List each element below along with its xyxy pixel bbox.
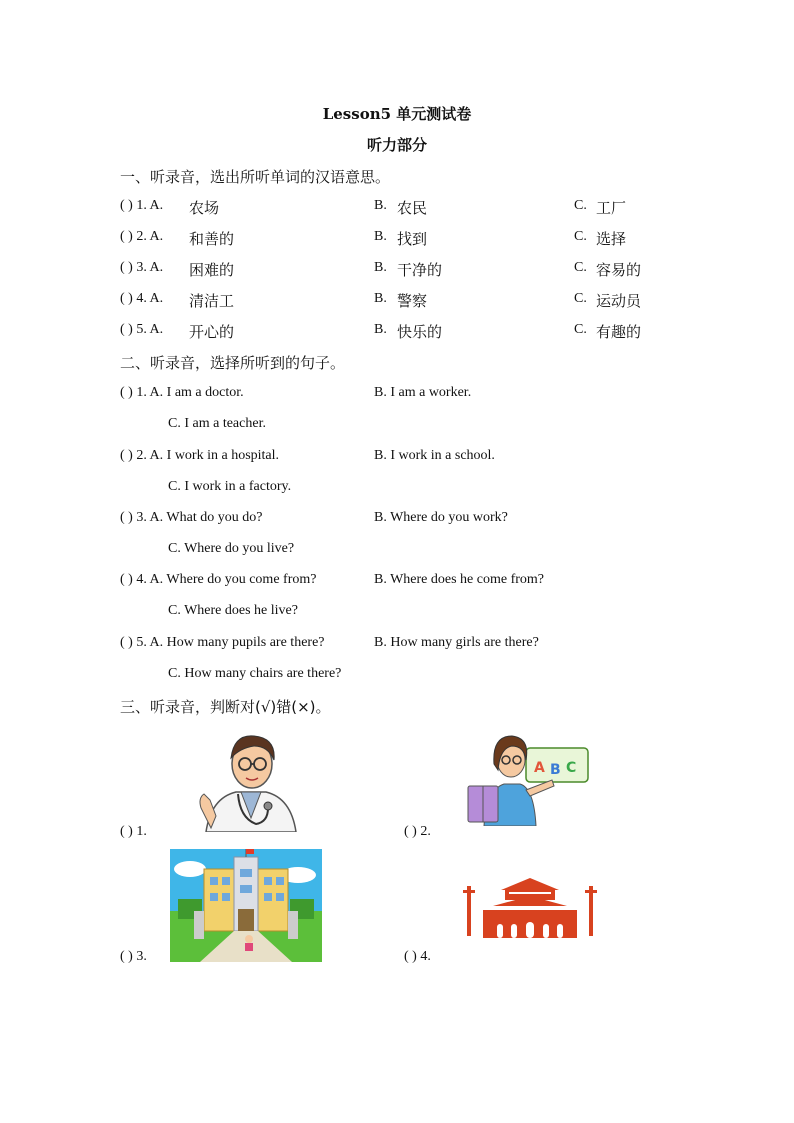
option-b-label: B. xyxy=(374,229,387,244)
option-c: 有趣的 xyxy=(596,323,642,341)
option-b: 找到 xyxy=(397,230,428,248)
part2-option-a: ( ) 1. A. I am a doctor. xyxy=(120,385,244,400)
option-b: 干净的 xyxy=(397,261,443,279)
option-c-label: C. xyxy=(574,229,587,244)
building-illustration xyxy=(170,849,322,962)
option-c: 工厂 xyxy=(596,199,627,217)
option-a: 和善的 xyxy=(189,230,235,248)
doctor-illustration xyxy=(196,728,301,832)
part2-option-c: C. How many chairs are there? xyxy=(168,666,342,681)
option-c: 容易的 xyxy=(596,261,642,279)
item-number: ( ) 2. A. xyxy=(120,229,164,244)
option-c-label: C. xyxy=(574,260,587,275)
option-a: 开心的 xyxy=(189,323,235,341)
option-a: 农场 xyxy=(189,199,220,217)
part2-option-c: C. Where do you live? xyxy=(168,541,295,556)
part2-option-a: ( ) 5. A. How many pupils are there? xyxy=(120,635,325,650)
board-letter-a: A xyxy=(534,760,545,776)
page-title: Lesson5 单元测试卷 xyxy=(322,105,472,123)
part1-heading: 一、听录音，选出所听单词的汉语意思。 xyxy=(120,168,391,186)
part3-label-2: ( ) 2. xyxy=(404,824,431,839)
option-c: 运动员 xyxy=(596,292,642,310)
option-c-label: C. xyxy=(574,198,587,213)
part3-label-1: ( ) 1. xyxy=(120,824,147,839)
option-a: 清洁工 xyxy=(189,292,235,310)
option-b: 警察 xyxy=(397,292,428,310)
part2-option-a: ( ) 3. A. What do you do? xyxy=(120,510,263,525)
teacher-illustration xyxy=(464,730,592,826)
part2-option-a: ( ) 2. A. I work in a hospital. xyxy=(120,448,280,463)
board-letter-b: B xyxy=(550,762,561,778)
part2-option-c: C. I am a teacher. xyxy=(168,416,266,431)
tiananmen-illustration xyxy=(463,876,597,938)
option-b-label: B. xyxy=(374,322,387,337)
part2-option-b: B. How many girls are there? xyxy=(374,635,539,650)
item-number: ( ) 3. A. xyxy=(120,260,164,275)
part2-option-b: B. I am a worker. xyxy=(374,385,472,400)
part2-option-a: ( ) 4. A. Where do you come from? xyxy=(120,572,317,587)
part3-heading: 三、听录音，判断对(√)错(×)。 xyxy=(120,698,331,716)
option-c: 选择 xyxy=(596,230,627,248)
part3-label-3: ( ) 3. xyxy=(120,949,147,964)
part2-option-c: C. Where does he live? xyxy=(168,603,298,618)
option-b-label: B. xyxy=(374,291,387,306)
option-b: 农民 xyxy=(397,199,428,217)
item-number: ( ) 4. A. xyxy=(120,291,164,306)
option-c-label: C. xyxy=(574,322,587,337)
part2-heading: 二、听录音，选择所听到的句子。 xyxy=(120,354,346,372)
part2-option-b: B. Where does he come from? xyxy=(374,572,545,587)
part2-option-b: B. I work in a school. xyxy=(374,448,495,463)
board-letter-c: C xyxy=(566,760,577,776)
part2-option-b: B. Where do you work? xyxy=(374,510,508,525)
page-subtitle: 听力部分 xyxy=(366,136,427,154)
option-b: 快乐的 xyxy=(397,323,443,341)
option-c-label: C. xyxy=(574,291,587,306)
item-number: ( ) 5. A. xyxy=(120,322,164,337)
item-number: ( ) 1. A. xyxy=(120,198,164,213)
option-b-label: B. xyxy=(374,260,387,275)
option-a: 困难的 xyxy=(189,261,235,279)
part2-option-c: C. I work in a factory. xyxy=(168,479,292,494)
option-b-label: B. xyxy=(374,198,387,213)
part3-label-4: ( ) 4. xyxy=(404,949,431,964)
